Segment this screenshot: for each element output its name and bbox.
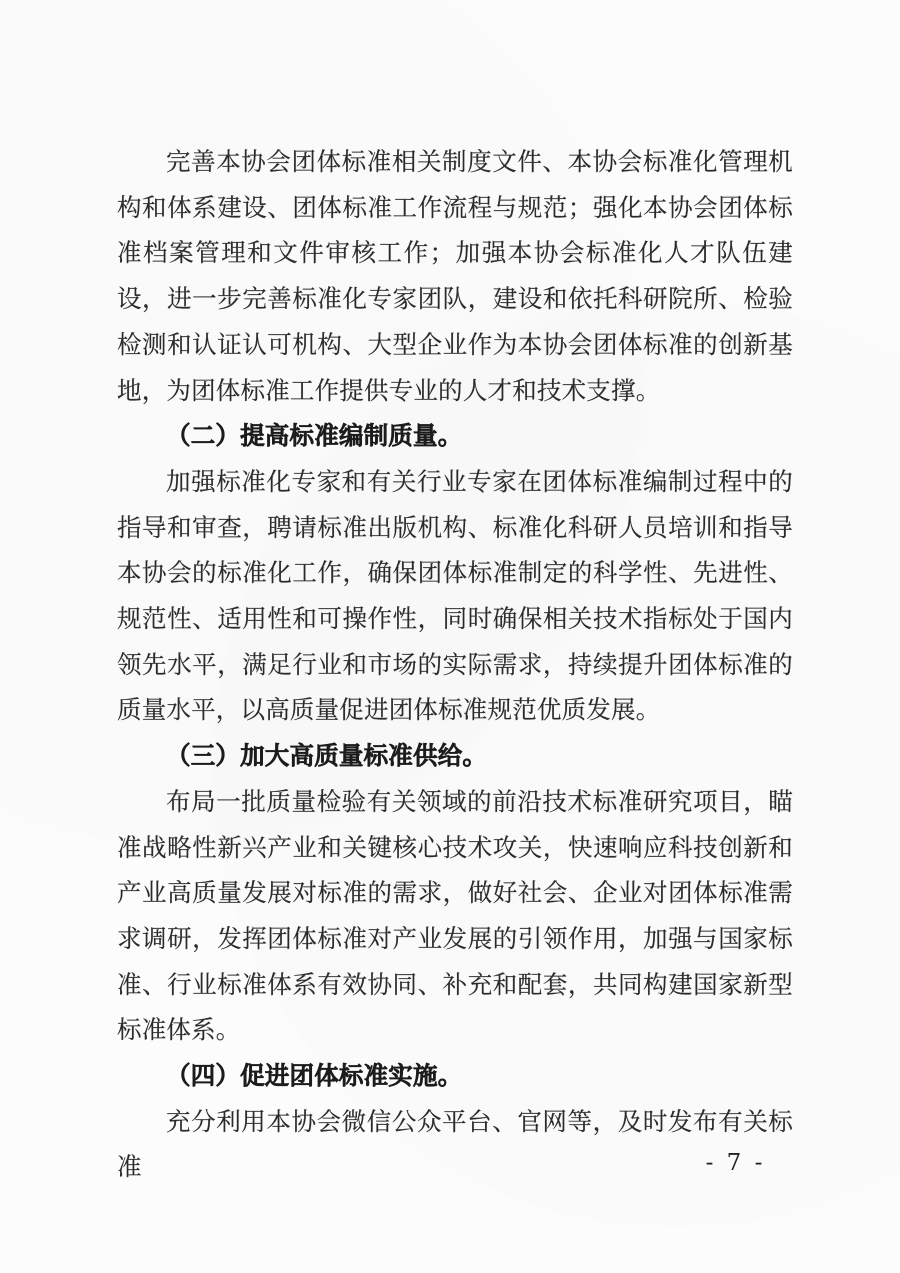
page-number: - 7 - — [705, 1150, 766, 1176]
paragraph-standards-supply: 布局一批质量检验有关领域的前沿技术标准研究项目，瞄准战略性新兴产业和关键核心技术攻关，快速响应科技创新和产业高质量发展对标准的需求，做好社会、企业对团体标准需求调研，发挥团体标准对产业发展的引领作用，加强与国家标准、行业标准体系有效协同、补充和配套，共同构建国家新型标准体系。 — [117, 786, 793, 1045]
section-heading-3: （三）加大高质量标准供给。 — [166, 741, 488, 771]
text-block — [117, 139, 793, 1190]
paragraph-quality-improvement: 加强标准化专家和有关行业专家在团体标准编制过程中的指导和审查，聘请标准出版机构、标准化科研人员培训和指导本协会的标准化工作，确保团体标准制定的科学性、先进性、规范性、适用性和可操作性，同时确保相关技术指标处于国内领先水平，满足行业和市场的实际需求，持续提升团体标准的质量水平，以高质量促进团体标准规范优质发展。 — [117, 466, 793, 725]
paragraph-standards-system: 完善本协会团体标准相关制度文件、本协会标准化管理机构和体系建设、团体标准工作流程与规范；强化本协会团体标准档案管理和文件审核工作；加强本协会标准化人才队伍建设，进一步完善标准化专家团队，建设和依托科研院所、检验检测和认证认可机构、大型企业作为本协会团体标准的创新基地，为团体标准工作提供专业的人才和技术支撑。 — [117, 147, 793, 405]
paragraph-implementation: 充分利用本协会微信公众平台、官网等，及时发布有关标准 — [117, 1106, 793, 1182]
section-heading-2: （二）提高标准编制质量。 — [166, 421, 463, 451]
section-heading-4: （四）促进团体标准实施。 — [166, 1061, 463, 1091]
